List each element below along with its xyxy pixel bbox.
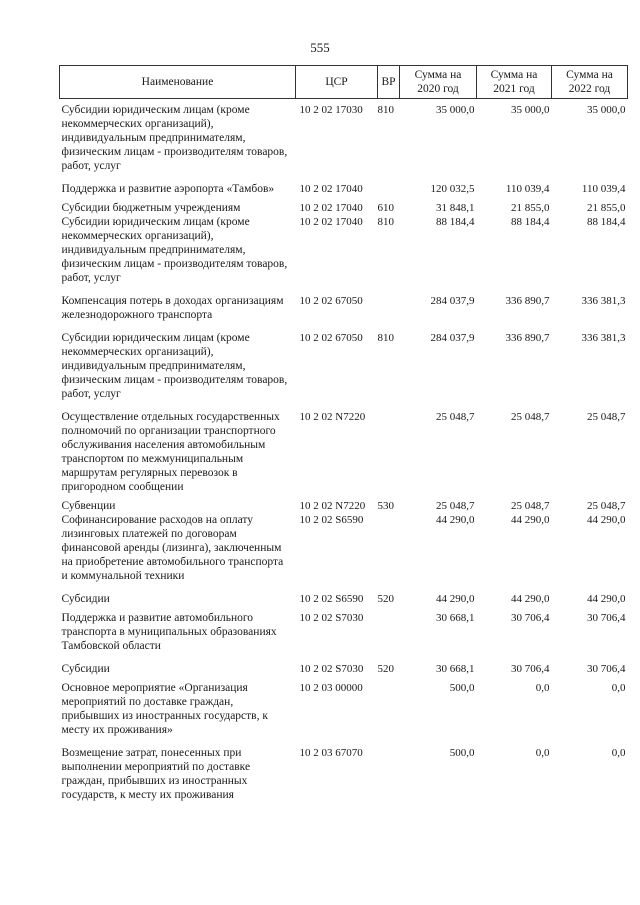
row-sum-2022: 44 290,0 (587, 593, 626, 605)
row-csr: 10 2 02 N7220 (299, 500, 366, 512)
table-row (60, 606, 628, 653)
row-sum-2020: 31 848,1 (436, 202, 475, 214)
row-vr (378, 401, 400, 494)
table-row (60, 583, 628, 606)
row-vr (378, 173, 400, 196)
table-row (60, 513, 628, 583)
table-row (60, 215, 628, 285)
row-csr: 10 2 03 67070 (299, 747, 363, 759)
row-vr: 610 (377, 202, 394, 214)
row-name: Основное мероприятие «Организация мероприятий по доставке граждан, прибывших из иностранных государств, к месту их проживания» (61, 682, 268, 736)
row-name: Субсидии (61, 663, 110, 675)
row-name: Субвенции (61, 500, 116, 512)
table-row (60, 676, 628, 737)
page-number: 555 (310, 40, 330, 55)
row-sum-2021: 88 184,4 (511, 216, 550, 228)
header-csr: ЦСР (296, 66, 378, 99)
row-sum-2021: 110 039,4 (505, 183, 550, 195)
row-vr: 520 (377, 593, 394, 605)
row-sum-2020: 30 668,1 (436, 612, 475, 624)
row-sum-2022: 25 048,7 (587, 500, 626, 512)
row-sum-2021: 25 048,7 (511, 411, 550, 423)
row-sum-2022: 30 706,4 (587, 612, 626, 624)
row-sum-2021: 336 890,7 (505, 332, 550, 344)
row-sum-2021: 0,0 (535, 682, 550, 694)
row-vr: 530 (377, 500, 394, 512)
row-sum-2022: 110 039,4 (581, 183, 626, 195)
row-sum-2020: 44 290,0 (436, 593, 475, 605)
row-sum-2020: 25 048,7 (436, 500, 475, 512)
row-vr: 810 (377, 104, 394, 116)
row-sum-2021: 35 000,0 (511, 104, 550, 116)
row-sum-2021: 30 706,4 (511, 612, 550, 624)
row-csr: 10 2 03 00000 (299, 682, 363, 694)
row-csr: 10 2 02 17040 (299, 183, 363, 195)
row-sum-2022: 21 855,0 (587, 202, 626, 214)
table-header-row (60, 66, 628, 99)
row-csr: 10 2 02 17040 (299, 216, 363, 228)
row-sum-2020: 35 000,0 (436, 104, 475, 116)
row-vr: 810 (377, 216, 394, 228)
table-row (60, 494, 628, 513)
row-vr: 810 (377, 332, 394, 344)
row-sum-2021: 44 290,0 (511, 593, 550, 605)
row-name: Субсидии юридическим лицам (кроме некоммерческих организаций), индивидуальным предпринимателям, физическим лицам - производителям товаров, работ, услуг (61, 332, 288, 400)
row-csr: 10 2 02 N7220 (299, 411, 366, 423)
header-name: Наименование (60, 66, 296, 99)
row-vr (378, 676, 400, 737)
row-sum-2022: 44 290,0 (587, 514, 626, 526)
header-vr: ВР (378, 66, 400, 99)
table-row (60, 173, 628, 196)
row-sum-2022: 25 048,7 (587, 411, 626, 423)
table-row (60, 196, 628, 215)
row-vr (378, 606, 400, 653)
table-row (60, 737, 628, 802)
row-sum-2020: 25 048,7 (436, 411, 475, 423)
row-name: Субсидии (61, 593, 110, 605)
row-sum-2021: 25 048,7 (511, 500, 550, 512)
row-name: Поддержка и развитие аэропорта «Тамбов» (61, 183, 275, 195)
header-sum-2020: Сумма на 2020 год (400, 66, 477, 99)
header-sum-2022: Сумма на 2022 год (552, 66, 628, 99)
row-vr: 520 (377, 663, 394, 675)
row-name: Поддержка и развитие автомобильного транспорта в муниципальных образованиях Тамбовской области (61, 612, 277, 652)
row-name: Субсидии юридическим лицам (кроме некоммерческих организаций), индивидуальным предпринимателям, физическим лицам - производителям товаров, работ, услуг (61, 104, 288, 172)
row-sum-2020: 44 290,0 (436, 514, 475, 526)
row-vr (378, 285, 400, 322)
row-vr (378, 737, 400, 802)
header-sum-2021: Сумма на 2021 год (477, 66, 552, 99)
row-name: Компенсация потерь в доходах организациям железнодорожного транспорта (61, 295, 284, 321)
row-sum-2022: 336 381,3 (581, 332, 626, 344)
row-name: Осуществление отдельных государственных полномочий по организации транспортного обслуживания населения автомобильным транспортом по межмуниципальным маршрутам регулярных перевозок в пригородном сообщении (61, 411, 280, 493)
row-sum-2022: 336 381,3 (581, 295, 626, 307)
row-sum-2021: 30 706,4 (511, 663, 550, 675)
row-sum-2020: 500,0 (449, 682, 475, 694)
row-sum-2022: 0,0 (611, 682, 626, 694)
row-sum-2020: 284 037,9 (430, 295, 475, 307)
row-csr: 10 2 02 S6590 (299, 593, 364, 605)
table-row (60, 653, 628, 676)
table-row (60, 99, 628, 174)
row-sum-2020: 500,0 (449, 747, 475, 759)
row-name: Субсидии юридическим лицам (кроме некоммерческих организаций), индивидуальным предпринимателям, физическим лицам - производителям товаров, работ, услуг (61, 216, 288, 284)
row-sum-2021: 0,0 (535, 747, 550, 759)
row-sum-2020: 284 037,9 (430, 332, 475, 344)
row-csr: 10 2 02 S7030 (299, 612, 364, 624)
row-sum-2021: 44 290,0 (511, 514, 550, 526)
table-row (60, 322, 628, 401)
row-csr: 10 2 02 67050 (299, 332, 363, 344)
row-sum-2021: 336 890,7 (505, 295, 550, 307)
row-sum-2021: 21 855,0 (511, 202, 550, 214)
row-sum-2022: 30 706,4 (587, 663, 626, 675)
row-csr: 10 2 02 S7030 (299, 663, 364, 675)
row-vr (378, 513, 400, 583)
row-sum-2020: 88 184,4 (436, 216, 475, 228)
row-sum-2022: 35 000,0 (587, 104, 626, 116)
row-csr: 10 2 02 17040 (299, 202, 363, 214)
row-name: Субсидии бюджетным учреждениям (61, 202, 241, 214)
row-csr: 10 2 02 17030 (299, 104, 363, 116)
table-row (60, 285, 628, 322)
row-sum-2022: 88 184,4 (587, 216, 626, 228)
budget-table (59, 65, 628, 802)
table-row (60, 401, 628, 494)
row-sum-2020: 120 032,5 (430, 183, 475, 195)
row-sum-2020: 30 668,1 (436, 663, 475, 675)
row-sum-2022: 0,0 (611, 747, 626, 759)
row-csr: 10 2 02 S6590 (299, 514, 364, 526)
row-name: Софинансирование расходов на оплату лизинговых платежей по договорам финансовой аренды (лизинга), заключенным на приобретение автомобильного транспорта и коммунальной техники (61, 514, 284, 582)
row-csr: 10 2 02 67050 (299, 295, 363, 307)
row-name: Возмещение затрат, понесенных при выполнении мероприятий по доставке граждан, прибывших из иностранных государств, к месту их проживания (61, 747, 251, 801)
